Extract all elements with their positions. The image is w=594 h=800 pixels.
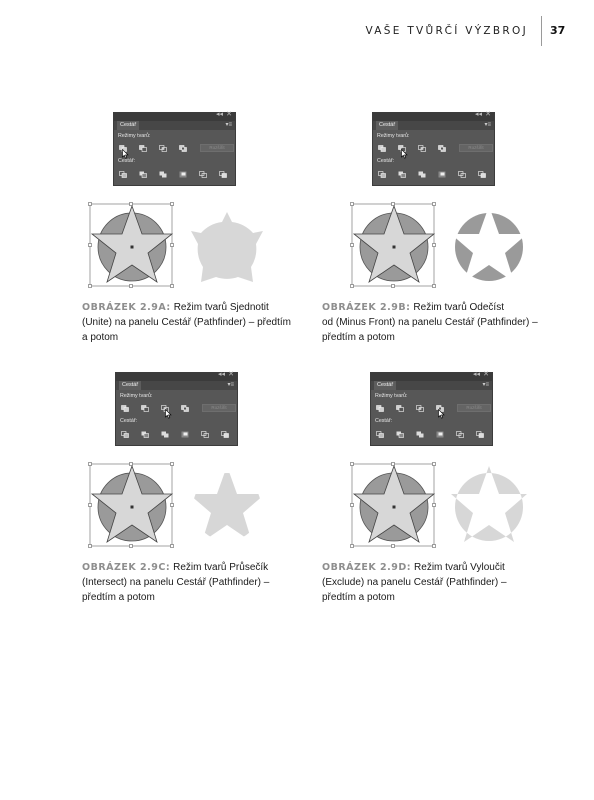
panel-title-bar bbox=[373, 113, 494, 121]
caption-line: předtím a potom bbox=[322, 332, 395, 343]
expand-button[interactable]: Rozšířit bbox=[202, 404, 236, 412]
crop-icon[interactable] bbox=[181, 431, 189, 438]
tab-pathfinder[interactable]: Cestář bbox=[374, 381, 396, 390]
caption-line: předtím a potom bbox=[322, 592, 395, 603]
pathfinder-panel bbox=[115, 372, 238, 446]
caption-line: (Exclude) na panelu Cestář (Pathfinder) – bbox=[322, 577, 507, 588]
exclude-icon[interactable] bbox=[179, 145, 187, 152]
page-number: 37 bbox=[550, 24, 566, 37]
before-shapes bbox=[90, 464, 178, 552]
minus-back-icon[interactable] bbox=[476, 431, 484, 438]
figure-2-9d bbox=[322, 372, 582, 622]
minus-back-icon[interactable] bbox=[219, 171, 227, 178]
figure-caption bbox=[322, 300, 562, 345]
after-shape-minus-front bbox=[449, 204, 529, 292]
minus-front-icon[interactable] bbox=[141, 405, 149, 412]
double-arrow-icon[interactable]: ◂◂ bbox=[215, 111, 223, 118]
pathfinders-label: Cestář: bbox=[120, 418, 138, 424]
figure-label: OBRÁZEK 2.9A: bbox=[82, 302, 171, 313]
caption-line: od (Minus Front) na panelu Cestář (Pathfinder) – bbox=[322, 317, 538, 328]
panel-title-bar bbox=[116, 373, 237, 381]
panel-tab-row bbox=[116, 381, 237, 390]
panel-menu-icon[interactable]: ▾≡ bbox=[227, 382, 234, 388]
trim-icon[interactable] bbox=[141, 431, 149, 438]
outline-icon[interactable] bbox=[456, 431, 464, 438]
mouse-cursor-icon bbox=[165, 409, 172, 419]
shape-modes-label: Režimy tvarů: bbox=[375, 393, 408, 399]
panel-menu-icon[interactable]: ▾≡ bbox=[482, 382, 489, 388]
exclude-icon[interactable] bbox=[181, 405, 189, 412]
expand-button[interactable]: Rozšířit bbox=[457, 404, 491, 412]
close-icon[interactable]: ✕ bbox=[485, 111, 491, 118]
double-arrow-icon[interactable]: ◂◂ bbox=[217, 371, 225, 378]
unite-icon[interactable] bbox=[121, 405, 129, 412]
figure-2-9b bbox=[322, 112, 582, 362]
figure-caption bbox=[82, 560, 322, 605]
panel-title-bar bbox=[114, 113, 235, 121]
close-icon[interactable]: ✕ bbox=[226, 111, 232, 118]
pathfinder-panel bbox=[372, 112, 495, 186]
intersect-icon[interactable] bbox=[159, 145, 167, 152]
close-icon[interactable]: ✕ bbox=[483, 371, 489, 378]
caption-line: Režim tvarů Odečíst bbox=[413, 302, 504, 313]
mouse-cursor-icon bbox=[438, 409, 445, 419]
mouse-cursor-icon bbox=[401, 149, 408, 159]
trim-icon[interactable] bbox=[396, 431, 404, 438]
pathfinders-label: Cestář: bbox=[377, 158, 395, 164]
panel-tab-row bbox=[114, 121, 235, 130]
before-shapes bbox=[352, 464, 440, 552]
caption-line: (Unite) na panelu Cestář (Pathfinder) – předtím bbox=[82, 317, 291, 328]
outline-icon[interactable] bbox=[199, 171, 207, 178]
header-divider bbox=[541, 16, 542, 46]
divide-icon[interactable] bbox=[378, 171, 386, 178]
figure-label: OBRÁZEK 2.9D: bbox=[322, 562, 412, 573]
caption-line: Režim tvarů Průsečík bbox=[173, 562, 269, 573]
panel-title-bar bbox=[371, 373, 492, 381]
pathfinder-panel bbox=[370, 372, 493, 446]
crop-icon[interactable] bbox=[438, 171, 446, 178]
panel-menu-icon[interactable]: ▾≡ bbox=[225, 122, 232, 128]
mouse-cursor-icon bbox=[122, 149, 129, 159]
crop-icon[interactable] bbox=[436, 431, 444, 438]
figure-caption bbox=[322, 560, 562, 605]
intersect-icon[interactable] bbox=[416, 405, 424, 412]
crop-icon[interactable] bbox=[179, 171, 187, 178]
merge-icon[interactable] bbox=[159, 171, 167, 178]
minus-front-icon[interactable] bbox=[396, 405, 404, 412]
merge-icon[interactable] bbox=[416, 431, 424, 438]
unite-icon[interactable] bbox=[378, 145, 386, 152]
pathfinders-label: Cestář: bbox=[375, 418, 393, 424]
after-shape-exclude bbox=[449, 464, 529, 552]
trim-icon[interactable] bbox=[139, 171, 147, 178]
unite-icon[interactable] bbox=[376, 405, 384, 412]
close-icon[interactable]: ✕ bbox=[228, 371, 234, 378]
merge-icon[interactable] bbox=[418, 171, 426, 178]
divide-icon[interactable] bbox=[121, 431, 129, 438]
expand-button[interactable]: Rozšířit bbox=[459, 144, 493, 152]
intersect-icon[interactable] bbox=[418, 145, 426, 152]
caption-line: Režim tvarů Vyloučit bbox=[414, 562, 505, 573]
tab-pathfinder[interactable]: Cestář bbox=[119, 381, 141, 390]
figure-label: OBRÁZEK 2.9C: bbox=[82, 562, 171, 573]
shape-modes-label: Režimy tvarů: bbox=[118, 133, 151, 139]
divide-icon[interactable] bbox=[119, 171, 127, 178]
before-shapes bbox=[352, 204, 440, 292]
tab-pathfinder[interactable]: Cestář bbox=[117, 121, 139, 130]
pathfinder-panel bbox=[113, 112, 236, 186]
panel-tab-row bbox=[371, 381, 492, 390]
figure-caption bbox=[82, 300, 322, 345]
minus-back-icon[interactable] bbox=[478, 171, 486, 178]
after-shape-intersect bbox=[187, 464, 267, 552]
trim-icon[interactable] bbox=[398, 171, 406, 178]
minus-front-icon[interactable] bbox=[139, 145, 147, 152]
panel-menu-icon[interactable]: ▾≡ bbox=[484, 122, 491, 128]
figure-2-9c bbox=[82, 372, 342, 622]
double-arrow-icon[interactable]: ◂◂ bbox=[472, 371, 480, 378]
caption-line: (Intersect) na panelu Cestář (Pathfinder) – bbox=[82, 577, 270, 588]
divide-icon[interactable] bbox=[376, 431, 384, 438]
caption-line: a potom bbox=[82, 332, 119, 343]
outline-icon[interactable] bbox=[458, 171, 466, 178]
merge-icon[interactable] bbox=[161, 431, 169, 438]
caption-line: předtím a potom bbox=[82, 592, 155, 603]
minus-back-icon[interactable] bbox=[221, 431, 229, 438]
double-arrow-icon[interactable]: ◂◂ bbox=[474, 111, 482, 118]
chapter-title: VAŠE TVŮRČÍ VÝZBROJ bbox=[365, 25, 528, 37]
before-shapes bbox=[90, 204, 178, 292]
expand-button[interactable]: Rozšířit bbox=[200, 144, 234, 152]
figure-label: OBRÁZEK 2.9B: bbox=[322, 302, 411, 313]
panel-tab-row bbox=[373, 121, 494, 130]
tab-pathfinder[interactable]: Cestář bbox=[376, 121, 398, 130]
pathfinders-label: Cestář: bbox=[118, 158, 136, 164]
shape-modes-label: Režimy tvarů: bbox=[120, 393, 153, 399]
outline-icon[interactable] bbox=[201, 431, 209, 438]
exclude-icon[interactable] bbox=[438, 145, 446, 152]
figure-2-9a bbox=[82, 112, 342, 362]
after-shape-unite bbox=[187, 204, 267, 292]
caption-line: Režim tvarů Sjednotit bbox=[173, 302, 269, 313]
shape-modes-label: Režimy tvarů: bbox=[377, 133, 410, 139]
